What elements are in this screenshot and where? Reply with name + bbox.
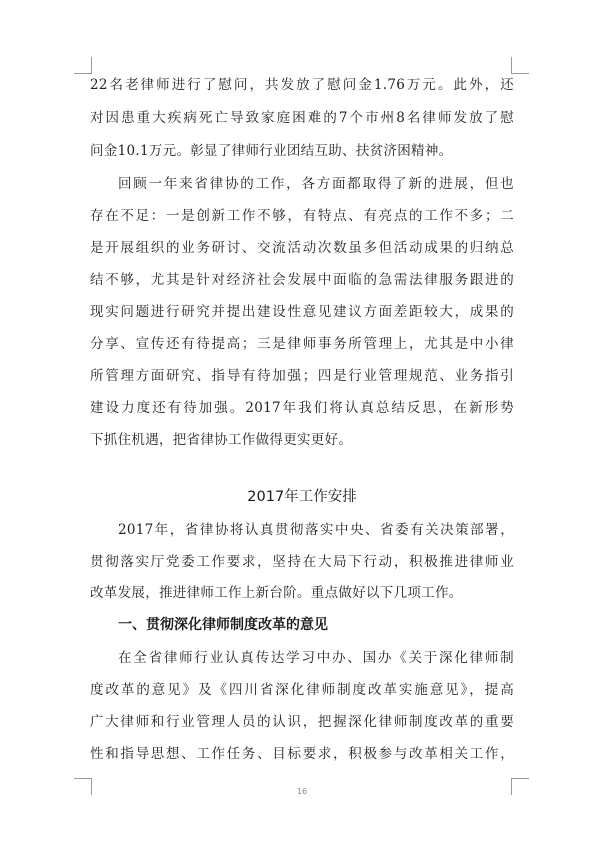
- crop-mark-top-left: [74, 57, 92, 74]
- paragraph-line: 问金10.1万元。彰显了律师行业团结互助、扶贫济困精神。: [90, 143, 453, 159]
- paragraph-line: 性和指导思想、工作任务、目标要求，积极参与改革相关工作，: [90, 746, 514, 762]
- paragraph-line: 存在不足：一是创新工作不够，有特点、有亮点的工作不多；二: [90, 208, 514, 224]
- paragraph-line: 广大律师和行业管理人员的认识，把握深化律师制度改革的重要: [90, 714, 514, 730]
- crop-mark-top-right: [511, 57, 529, 74]
- paragraph-line: 改革发展，推进律师工作上新台阶。重点做好以下几项工作。: [90, 585, 463, 601]
- subsection-title: 一、贯彻深化律师制度改革的意见: [118, 617, 328, 633]
- page-number: 16: [296, 787, 308, 796]
- section-title: 2017年工作安排: [247, 489, 357, 505]
- paragraph-line: 结不够，尤其是针对经济社会发展中面临的急需法律服务跟进的: [90, 272, 514, 288]
- paragraph-line: 回顾一年来省律协的工作，各方面都取得了新的进展，但也: [118, 176, 514, 192]
- paragraph-line: 下抓住机遇，把省律协工作做得更实更好。: [90, 432, 353, 448]
- paragraph-line: 在全省律师行业认真传达学习中办、国办《关于深化律师制: [118, 650, 514, 666]
- paragraph-line: 22名老律师进行了慰问，共发放了慰问金1.76万元。此外，还: [90, 77, 514, 93]
- paragraph-line: 分享、宣传还有待提高；三是律师事务所管理上，尤其是中小律: [90, 336, 514, 352]
- paragraph-line: 所管理方面研究、指导有待加强；四是行业管理规范、业务指引: [90, 368, 514, 384]
- paragraph-line: 是开展组织的业务研讨、交流活动次数虽多但活动成果的归纳总: [90, 240, 514, 256]
- paragraph-line: 贯彻落实厅党委工作要求，坚持在大局下行动，积极推进律师业: [90, 554, 514, 570]
- paragraph-line: 建设力度还有待加强。2017年我们将认真总结反思，在新形势: [90, 400, 514, 416]
- paragraph-line: 现实问题进行研究并提出建设性意见建议方面差距较大，成果的: [90, 304, 514, 320]
- paragraph-line: 2017年，省律协将认真贯彻落实中央、省委有关决策部署，: [118, 522, 514, 538]
- paragraph-line: 对因患重大疾病死亡导致家庭困难的7个市州8名律师发放了慰: [90, 110, 514, 126]
- paragraph-line: 度改革的意见》及《四川省深化律师制度改革实施意见》，提高: [90, 682, 514, 698]
